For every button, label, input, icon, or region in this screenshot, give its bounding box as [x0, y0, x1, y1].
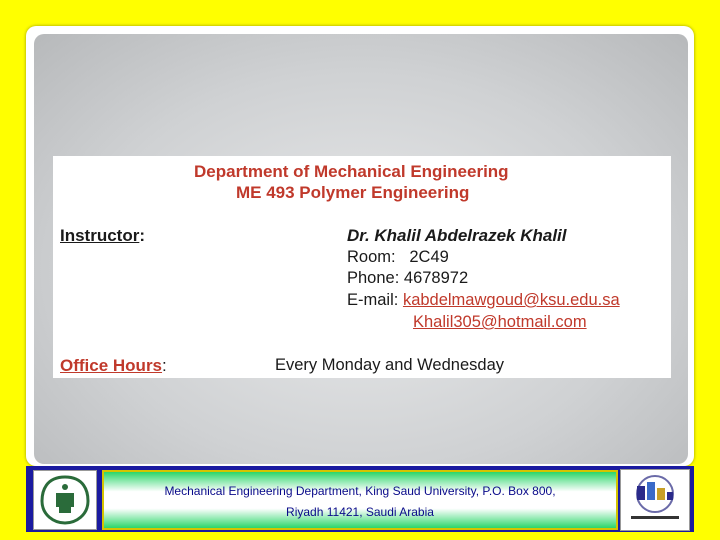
- office-hours-value: Every Monday and Wednesday: [275, 356, 504, 374]
- university-logo-icon: [33, 470, 97, 530]
- email-link-secondary[interactable]: Khalil305@hotmail.com: [413, 313, 587, 331]
- footer-line-1: Mechanical Engineering Department, King Saud University, P.O. Box 800,: [164, 484, 556, 498]
- department-logo-icon: [620, 469, 690, 531]
- email-line: E-mail: kabdelmawgoud@ksu.edu.sa: [347, 291, 620, 309]
- course-title: ME 493 Polymer Engineering: [236, 183, 470, 202]
- course-info-box: [53, 156, 671, 378]
- footer-address: [102, 481, 618, 523]
- email-line-secondary: [413, 313, 587, 332]
- room-line: Room: 2C49: [347, 248, 449, 266]
- instructor-name: Dr. Khalil Abdelrazek Khalil: [347, 226, 567, 245]
- phone-line: Phone: 4678972: [347, 269, 469, 287]
- email-link-primary[interactable]: kabdelmawgoud@ksu.edu.sa: [402, 291, 620, 309]
- footer-line-2: Riyadh 11421, Saudi Arabia: [286, 505, 434, 519]
- office-hours-label: Office Hours:: [60, 356, 167, 375]
- instructor-label: Instructor:: [60, 226, 146, 245]
- department-title: Department of Mechanical Engineering: [194, 162, 509, 181]
